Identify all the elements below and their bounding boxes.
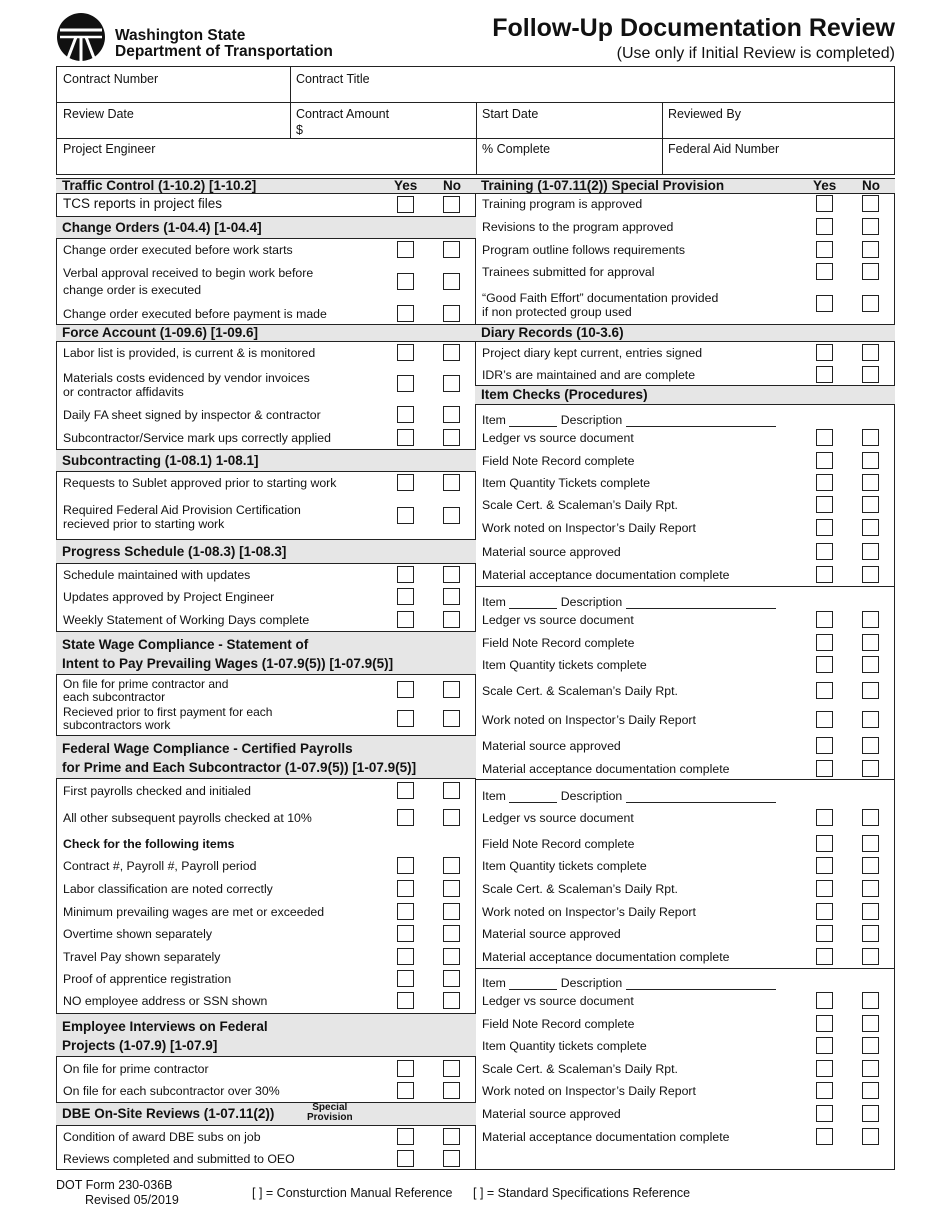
checkbox-yes[interactable]	[397, 809, 414, 826]
item-co1: Change order executed before work starts	[63, 243, 293, 257]
item-fw1: First payrolls checked and initialed	[63, 784, 251, 798]
item-sc2-line1: Required Federal Aid Provision Certification	[63, 503, 301, 517]
checkbox-no[interactable]	[862, 711, 879, 728]
item-sw1-line2: each subcontractor	[63, 690, 166, 704]
checkbox-no[interactable]	[443, 809, 460, 826]
checkbox-no[interactable]	[862, 1128, 879, 1145]
checkbox-yes[interactable]	[816, 857, 833, 874]
item-ps1: Schedule maintained with updates	[63, 568, 251, 582]
item-ci7: NO employee address or SSN shown	[63, 994, 268, 1008]
section-change-orders: Change Orders (1-04.4) [1-04.4]	[56, 216, 476, 239]
section-employee-interviews: Employee Interviews on Federal Projects (1-07.9) [1-07.9]	[56, 1013, 476, 1057]
yes-header: Yes	[394, 178, 418, 193]
item-tcs: TCS reports in project files	[63, 196, 223, 211]
item-description-line: Item Description	[482, 976, 776, 990]
checkbox-no[interactable]	[862, 903, 879, 920]
yes-header: Yes	[813, 178, 837, 193]
checkbox-no[interactable]	[862, 809, 879, 826]
item-accept: Material acceptance documentation complete	[482, 1130, 730, 1144]
item-sc2-line2: recieved prior to starting work	[63, 517, 225, 531]
section-federal-wage: Federal Wage Compliance - Certified Payrolls for Prime and Each Subcontractor (1-07.9(5)) [1-07.9(5)]	[56, 735, 476, 779]
checkbox-yes[interactable]	[816, 452, 833, 469]
item-source: Material source approved	[482, 545, 621, 559]
item-ei2: On file for each subcontractor over 30%	[63, 1084, 280, 1098]
checkbox-no[interactable]	[443, 782, 460, 799]
item-ci2: Labor classification are noted correctly	[63, 882, 273, 896]
checkbox-no[interactable]	[443, 241, 460, 258]
section-dbe: DBE On-Site Reviews (1-07.11(2))	[56, 1102, 476, 1126]
item-sw2-line1: Recieved prior to first payment for each	[63, 705, 273, 719]
item-description-line: Item Description	[482, 413, 776, 427]
checkbox-yes[interactable]	[816, 903, 833, 920]
checkbox-yes[interactable]	[397, 588, 414, 605]
checkbox-no[interactable]	[443, 375, 460, 392]
checkbox-no[interactable]	[443, 681, 460, 698]
checkbox-no[interactable]	[443, 273, 460, 290]
item-source: Material source approved	[482, 739, 621, 753]
wsdot-logo-icon	[56, 12, 106, 62]
checkbox-yes[interactable]	[397, 857, 414, 874]
section-progress-schedule: Progress Schedule (1-08.3) [1-08.3]	[56, 539, 476, 564]
checkbox-yes[interactable]	[397, 992, 414, 1009]
checkbox-no[interactable]	[862, 992, 879, 1009]
item-fieldnote: Field Note Record complete	[482, 636, 635, 650]
item-work: Work noted on Inspector’s Daily Report	[482, 905, 696, 919]
checkbox-no[interactable]	[862, 656, 879, 673]
item-dr2: IDR’s are maintained and are complete	[482, 368, 696, 382]
dollar-sign: $	[296, 123, 303, 137]
item-qty: Item Quantity tickets complete	[482, 658, 647, 672]
checkbox-yes[interactable]	[397, 507, 414, 524]
checkbox-yes[interactable]	[816, 366, 833, 383]
checkbox-yes[interactable]	[816, 474, 833, 491]
checkbox-yes[interactable]	[816, 634, 833, 651]
check-items-heading: Check for the following items	[63, 837, 235, 851]
item-fw2: All other subsequent payrolls checked at 10%	[63, 811, 312, 825]
checkbox-yes[interactable]	[397, 344, 414, 361]
checkbox-yes[interactable]	[816, 992, 833, 1009]
checkbox-no[interactable]	[862, 737, 879, 754]
checkbox-yes[interactable]	[816, 241, 833, 258]
checkbox-no[interactable]	[443, 344, 460, 361]
form-number: DOT Form 230-036B	[56, 1178, 173, 1192]
checkbox-yes[interactable]	[816, 925, 833, 942]
checkbox-no[interactable]	[862, 1060, 879, 1077]
checkbox-yes[interactable]	[816, 948, 833, 965]
item-ci1: Contract #, Payroll #, Payroll period	[63, 859, 257, 873]
contract-title-field[interactable]: Contract Title	[296, 72, 370, 86]
review-date-field[interactable]: Review Date	[63, 107, 134, 121]
checkbox-yes[interactable]	[397, 1128, 414, 1145]
item-ledger: Ledger vs source document	[482, 811, 634, 825]
legend-standard-specs: [ ] = Standard Specifications Reference	[473, 1186, 691, 1200]
checkbox-yes[interactable]	[816, 344, 833, 361]
section-diary-records: Diary Records (10-3.6)	[475, 324, 895, 342]
checkbox-no[interactable]	[862, 496, 879, 513]
item-work: Work noted on Inspector’s Daily Report	[482, 1084, 696, 1098]
project-engineer-field[interactable]: Project Engineer	[63, 142, 156, 156]
checkbox-yes[interactable]	[816, 519, 833, 536]
section-subcontracting: Subcontracting (1-08.1) 1-08.1]	[56, 449, 476, 472]
checkbox-yes[interactable]	[397, 273, 414, 290]
checkbox-yes[interactable]	[397, 196, 414, 213]
checkbox-yes[interactable]	[816, 295, 833, 312]
checkbox-no[interactable]	[443, 857, 460, 874]
checkbox-no[interactable]	[443, 588, 460, 605]
reviewed-by-field[interactable]: Reviewed By	[668, 107, 741, 121]
contract-number-field[interactable]: Contract Number	[63, 72, 159, 86]
checkbox-no[interactable]	[443, 903, 460, 920]
item-scale: Scale Cert. & Scaleman’s Daily Rpt.	[482, 498, 678, 512]
checkbox-yes[interactable]	[816, 566, 833, 583]
checkbox-no[interactable]	[862, 263, 879, 280]
checkbox-no[interactable]	[443, 429, 460, 446]
section-traffic-control: Traffic Control (1-10.2) [1-10.2]	[56, 178, 476, 194]
checkbox-yes[interactable]	[397, 948, 414, 965]
item-fieldnote: Field Note Record complete	[482, 454, 635, 468]
item-fa3: Daily FA sheet signed by inspector & contractor	[63, 408, 321, 422]
checkbox-yes[interactable]	[397, 611, 414, 628]
item-ci6: Proof of apprentice registration	[63, 972, 232, 986]
checkbox-no[interactable]	[443, 1082, 460, 1099]
checkbox-yes[interactable]	[397, 782, 414, 799]
checkbox-yes[interactable]	[816, 496, 833, 513]
org-name-line2: Department of Transportation	[115, 43, 333, 60]
checkbox-no[interactable]	[443, 474, 460, 491]
item-source: Material source approved	[482, 927, 621, 941]
checkbox-yes[interactable]	[397, 1150, 414, 1167]
item-dr1: Project diary kept current, entries signed	[482, 346, 703, 360]
checkbox-yes[interactable]	[397, 406, 414, 423]
item-sw1-line1: On file for prime contractor and	[63, 677, 229, 691]
item-accept: Material acceptance documentation complete	[482, 950, 730, 964]
section-force-account: Force Account (1-09.6) [1-09.6]	[56, 324, 476, 342]
item-source: Material source approved	[482, 1107, 621, 1121]
item-fieldnote: Field Note Record complete	[482, 837, 635, 851]
checkbox-no[interactable]	[862, 241, 879, 258]
checkbox-yes[interactable]	[397, 241, 414, 258]
item-scale: Scale Cert. & Scaleman’s Daily Rpt.	[482, 684, 678, 698]
checkbox-yes[interactable]	[816, 656, 833, 673]
item-work: Work noted on Inspector’s Daily Report	[482, 521, 696, 535]
item-ledger: Ledger vs source document	[482, 431, 634, 445]
item-co2-line2: change order is executed	[63, 283, 202, 297]
checkbox-yes[interactable]	[397, 880, 414, 897]
checkbox-no[interactable]	[443, 507, 460, 524]
item-description-line: Item Description	[482, 789, 776, 803]
checkbox-yes[interactable]	[816, 1105, 833, 1122]
checkbox-no[interactable]	[443, 992, 460, 1009]
item-qty: Item Quantity tickets complete	[482, 859, 647, 873]
checkbox-yes[interactable]	[816, 760, 833, 777]
checkbox-yes[interactable]	[816, 218, 833, 235]
checkbox-no[interactable]	[862, 429, 879, 446]
checkbox-no[interactable]	[443, 948, 460, 965]
section-item-checks: Item Checks (Procedures)	[475, 385, 895, 405]
checkbox-no[interactable]	[443, 1060, 460, 1077]
checkbox-yes[interactable]	[816, 1082, 833, 1099]
checkbox-yes[interactable]	[397, 710, 414, 727]
checkbox-yes[interactable]	[816, 682, 833, 699]
checkbox-no[interactable]	[862, 611, 879, 628]
item-tr5-line1: “Good Faith Effort” documentation provided	[482, 291, 719, 305]
checkbox-no[interactable]	[443, 970, 460, 987]
checkbox-no[interactable]	[862, 634, 879, 651]
checkbox-no[interactable]	[862, 1037, 879, 1054]
checkbox-no[interactable]	[862, 1015, 879, 1032]
item-scale: Scale Cert. & Scaleman’s Daily Rpt.	[482, 882, 678, 896]
checkbox-yes[interactable]	[816, 195, 833, 212]
checkbox-yes[interactable]	[397, 566, 414, 583]
checkbox-no[interactable]	[443, 880, 460, 897]
no-header: No	[862, 178, 880, 193]
checkbox-yes[interactable]	[816, 809, 833, 826]
item-description-line: Item Description	[482, 595, 776, 609]
item-fieldnote: Field Note Record complete	[482, 1017, 635, 1031]
checkbox-no[interactable]	[443, 925, 460, 942]
checkbox-no[interactable]	[862, 925, 879, 942]
special-provision-note: Special Provision	[307, 1102, 353, 1123]
item-scale: Scale Cert. & Scaleman’s Daily Rpt.	[482, 1062, 678, 1076]
checkbox-no[interactable]	[862, 1105, 879, 1122]
page-subtitle: (Use only if Initial Review is completed)	[616, 45, 895, 62]
item-qty: Item Quantity tickets complete	[482, 1039, 647, 1053]
checkbox-no[interactable]	[862, 195, 879, 212]
item-fa4: Subcontractor/Service mark ups correctly applied	[63, 431, 331, 445]
checkbox-no[interactable]	[862, 218, 879, 235]
checkbox-yes[interactable]	[816, 611, 833, 628]
percent-complete-field[interactable]: % Complete	[482, 142, 551, 156]
federal-aid-number-field[interactable]: Federal Aid Number	[668, 142, 780, 156]
item-fa2-line2: or contractor affidavits	[63, 385, 184, 399]
checkbox-yes[interactable]	[397, 903, 414, 920]
checkbox-yes[interactable]	[816, 1037, 833, 1054]
checkbox-yes[interactable]	[816, 429, 833, 446]
item-tr5-line2: if non protected group used	[482, 305, 632, 319]
section-training: Training (1-07.11(2)) Special Provision	[475, 178, 895, 194]
checkbox-yes[interactable]	[816, 1128, 833, 1145]
checkbox-no[interactable]	[862, 835, 879, 852]
checkbox-no[interactable]	[862, 543, 879, 560]
checkbox-yes[interactable]	[397, 925, 414, 942]
item-qty: Item Quantity Tickets complete	[482, 476, 651, 490]
item-sc1: Requests to Sublet approved prior to starting work	[63, 476, 337, 490]
item-work: Work noted on Inspector’s Daily Report	[482, 713, 696, 727]
checkbox-yes[interactable]	[397, 429, 414, 446]
checkbox-no[interactable]	[862, 452, 879, 469]
checkbox-no[interactable]	[443, 611, 460, 628]
checkbox-no[interactable]	[443, 196, 460, 213]
item-co3: Change order executed before payment is made	[63, 307, 327, 321]
checkbox-yes[interactable]	[816, 835, 833, 852]
contract-info-table	[56, 66, 895, 175]
item-ledger: Ledger vs source document	[482, 613, 634, 627]
item-tr1: Training program is approved	[482, 197, 643, 211]
item-ps3: Weekly Statement of Working Days complete	[63, 613, 310, 627]
item-ledger: Ledger vs source document	[482, 994, 634, 1008]
start-date-field[interactable]: Start Date	[482, 107, 539, 121]
item-dbe2: Reviews completed and submitted to OEO	[63, 1152, 295, 1166]
checkbox-yes[interactable]	[816, 737, 833, 754]
item-sw2-line2: subcontractors work	[63, 718, 171, 732]
checkbox-no[interactable]	[862, 474, 879, 491]
item-ps2: Updates approved by Project Engineer	[63, 590, 275, 604]
checkbox-yes[interactable]	[816, 1060, 833, 1077]
revision-date: Revised 05/2019	[85, 1193, 179, 1207]
checkbox-yes[interactable]	[397, 681, 414, 698]
checkbox-yes[interactable]	[397, 1082, 414, 1099]
checkbox-no[interactable]	[862, 682, 879, 699]
checkbox-no[interactable]	[443, 566, 460, 583]
item-fa1: Labor list is provided, is current & is monitored	[63, 346, 316, 360]
checkbox-yes[interactable]	[816, 711, 833, 728]
item-accept: Material acceptance documentation complete	[482, 762, 730, 776]
item-ci4: Overtime shown separately	[63, 927, 212, 941]
checkbox-no[interactable]	[862, 880, 879, 897]
org-name-line1: Washington State	[115, 27, 246, 44]
legend-construction-manual: [ ] = Consturction Manual Reference	[252, 1186, 453, 1200]
checkbox-no[interactable]	[443, 406, 460, 423]
checkbox-no[interactable]	[443, 710, 460, 727]
item-co2-line1: Verbal approval received to begin work before	[63, 266, 314, 280]
checkbox-yes[interactable]	[397, 970, 414, 987]
checkbox-yes[interactable]	[816, 543, 833, 560]
checkbox-yes[interactable]	[397, 474, 414, 491]
item-dbe1: Condition of award DBE subs on job	[63, 1130, 261, 1144]
checkbox-no[interactable]	[443, 1150, 460, 1167]
checkbox-no[interactable]	[862, 295, 879, 312]
item-ci3: Minimum prevailing wages are met or exceeded	[63, 905, 325, 919]
page-title: Follow-Up Documentation Review	[492, 14, 895, 42]
checkbox-yes[interactable]	[816, 1015, 833, 1032]
checkbox-no[interactable]	[862, 760, 879, 777]
checkbox-no[interactable]	[862, 1082, 879, 1099]
checkbox-yes[interactable]	[397, 1060, 414, 1077]
contract-amount-field[interactable]: Contract Amount	[296, 107, 390, 121]
item-ci5: Travel Pay shown separately	[63, 950, 221, 964]
checkbox-yes[interactable]	[397, 375, 414, 392]
item-ei1: On file for prime contractor	[63, 1062, 209, 1076]
checkbox-yes[interactable]	[397, 305, 414, 322]
checkbox-no[interactable]	[443, 305, 460, 322]
no-header: No	[443, 178, 461, 193]
item-tr3: Program outline follows requirements	[482, 243, 685, 257]
checkbox-yes[interactable]	[816, 880, 833, 897]
checkbox-no[interactable]	[862, 566, 879, 583]
item-tr4: Trainees submitted for approval	[482, 265, 655, 279]
checkbox-no[interactable]	[862, 344, 879, 361]
item-fa2-line1: Materials costs evidenced by vendor invoices	[63, 371, 310, 385]
checkbox-no[interactable]	[862, 519, 879, 536]
item-tr2: Revisions to the program approved	[482, 220, 674, 234]
checkbox-no[interactable]	[862, 366, 879, 383]
checkbox-no[interactable]	[862, 948, 879, 965]
checkbox-no[interactable]	[862, 857, 879, 874]
item-accept: Material acceptance documentation complete	[482, 568, 730, 582]
section-state-wage: State Wage Compliance - Statement of Intent to Pay Prevailing Wages (1-07.9(5)) [1-07.9(5)]	[56, 631, 476, 675]
checkbox-no[interactable]	[443, 1128, 460, 1145]
checkbox-yes[interactable]	[816, 263, 833, 280]
